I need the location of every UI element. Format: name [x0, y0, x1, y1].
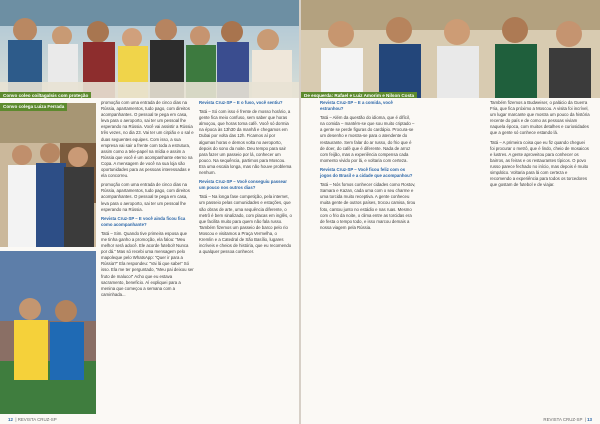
answer-paragraph: Tatá – Na longa fase competição, pela internet, um passeio pelas comunidades e estações, que são obras de arte, uma sequência diferente, o metrô é bem sinalizado, com placas em inglês, o que facilita muito para quem não fala russo. Também fizemos um passeio de barco pelo rio Moscou e visitamos a Praça Vermelha, o Kremlin e a Catedral de São Basílio, lugares incríveis e cheios de história, que eu recomendo a qualquer pessoa conhecer.: [199, 194, 292, 255]
answer-paragraph: Tatá – Nós fomos conhecer cidades como Rostov, Samara e Kazan, cada uma com o seu charme e uma torcida muito receptiva. A gente conheceu muita gente de outros países, trocou camisa, tirou foto, cantou junto no estádio e nas ruas. Mesmo com o frio da noite, o clima entre as torcidas era de festa o tempo todo, e isso marcou demais a nossa viagem pela Rússia.: [320, 182, 416, 230]
article-column-3: [320, 100, 416, 234]
question: Revista Cruz-SP – E a comida, você estranhou?: [320, 100, 393, 112]
portrait-photo-image: [0, 103, 96, 247]
page-number: 12: [8, 417, 13, 422]
folio-left: 12 | REVISTA CRUZ-SP: [8, 417, 57, 422]
article-column-2: [199, 100, 292, 258]
answer-paragraph: Tatá – Além da questão do idioma, que é difícil, na comida – mantém-se que sou muito criptado – a gente se perde figuras do cardápio. Procura-se um desenho e mostra-se para o atendente do restaurante. Sem falar do ar russo, do frio que é de doer, do café que é diferente. Nada de arroz com feijão, mas a experiência compensa cada momento vivido por lá, e voltaria com certeza.: [320, 115, 415, 163]
question: Revista Cruz-SP – E você ainda ficou fica como acompanhante?: [101, 215, 186, 227]
question: Revista Cruz-SP – E o fuso, você sentiu?: [199, 100, 283, 105]
paragraph: Também fizemos a Budweiser, o palácio da Guerra Fria, que fica próximo a Moscou. A visita foi incrível, um lugar marcante que mostra um pouco da história recente do país e de como as pessoas viviam naquela época, com muitos detalhes e curiosidades que a gente só conhece estando lá.: [490, 100, 590, 136]
stadium-photo-image: [0, 251, 96, 414]
answer-paragraph: Tatá – Só com isso é frente de mosso horário, a gente fica meio confuso, sem saber que horas almoçou, que horas toma café. Você só dormia na época às 13h30 da manhã e chegamos em Dubai por volta das 12h. Ficamos aí por algumas horas e demos volta no aeroporto, depois do sono da noite. Deu tempo para sair para fazer um passeio por lá, conhecer um pouco. Na sequência, partimos para Moscou. Era uma escala longa, mas não houve problema nenhum.: [199, 109, 292, 176]
group-photo-restaurant: [0, 0, 299, 98]
answer-paragraph: Tatá – A primeira coisa que eu fiz quando cheguei foi procurar o metrô, que é lindo, cheio de mosaicos e lustres. A gente aproveitou para conhecer os bairros, as feiras e os restaurantes típicos. O povo russo parece fechado no início, mas depois é muito simpático. Voltaria para lá com certeza e recomendo a experiência para todos os torcedores que gostam de futebol e de viajar.: [490, 139, 589, 188]
photo-caption: Convo colega Luiza Ferrada: [0, 103, 67, 111]
folio-right: REVISTA CRUZ-SP | 13: [543, 417, 592, 422]
paragraph: promoção com uma entrada de cinco dias na Rússia, apartamentos, tudo pago, com direitos acompanhantes. O pessoal te pega em casa, leva para o aeroporto, sai ter um pessoal lhe esperando na Rússia. Você vai assistir a Rússia três vezes, no dia 23. Vai ter um cirpião e o sal e duas seguentes equipes. Com isso, a sua empresa vai sair a frente com toda a estrutura, assim como a tele-papel na mídia e assim a Rússia que você é um acompanhante eterno na Copa. A mensagem de você na sua loja são oportunidades para as pessoas interessadas e ela concorreu.: [101, 100, 194, 179]
right-page: [301, 0, 600, 424]
stadium-photo: [0, 251, 96, 414]
paragraph: promoção com uma entrada de cinco dias na Rússia, apartamentos, tudo pago, com direitos acompanhantes. O pessoal te pega em casa, leva para o aeroporto, sai ter um pessoal lhe esperando na Rússia.: [101, 182, 190, 212]
article-column-4: [490, 100, 590, 191]
question: Revista Cruz-SP – Você conseguiu passear um pouco nos outros dias?: [199, 179, 287, 191]
answer-paragraph: Tatá – Sim. Quando tive primeira esposa que me tinha ganho a promoção, ela falou: “Meu melhor será adocê. Ele acorde futebol! Nunca por dá.” Mas só recebi uma mensagem pelo mapoleque pelo WhatsApp: “Quer ir para a Rússia?” Ela respondeu: “Vai lá que sabe!” Só isso. Ela me ter perguntado, “Meu pai deixou ser fruto de maluco!” Acho que eu estava sacramento, beneficio. Aí expliquei para a menina que começou a semana com a caminhada...: [101, 230, 194, 297]
question: Revista Cruz-SP – Você ficou feliz com os jogos do Brasil e a cidade que acompanhou?: [320, 166, 413, 179]
photo-caption: De esquerda: Rafael e Luiz Amorim e Nilson Costa: [301, 92, 417, 98]
left-page: [0, 0, 299, 424]
article-column-1: [101, 100, 194, 301]
group-photo-restaurant-image: [0, 0, 299, 98]
magazine-name: REVISTA CRUZ-SP: [543, 417, 583, 422]
portrait-photo: [0, 103, 96, 247]
group-photo-event: [301, 0, 600, 98]
page-number: 13: [587, 417, 592, 422]
photo-caption: Convo coleo coiltagalsis com proteção: [0, 92, 91, 98]
magazine-name: REVISTA CRUZ-SP: [17, 417, 57, 422]
group-photo-event-image: [301, 0, 600, 98]
